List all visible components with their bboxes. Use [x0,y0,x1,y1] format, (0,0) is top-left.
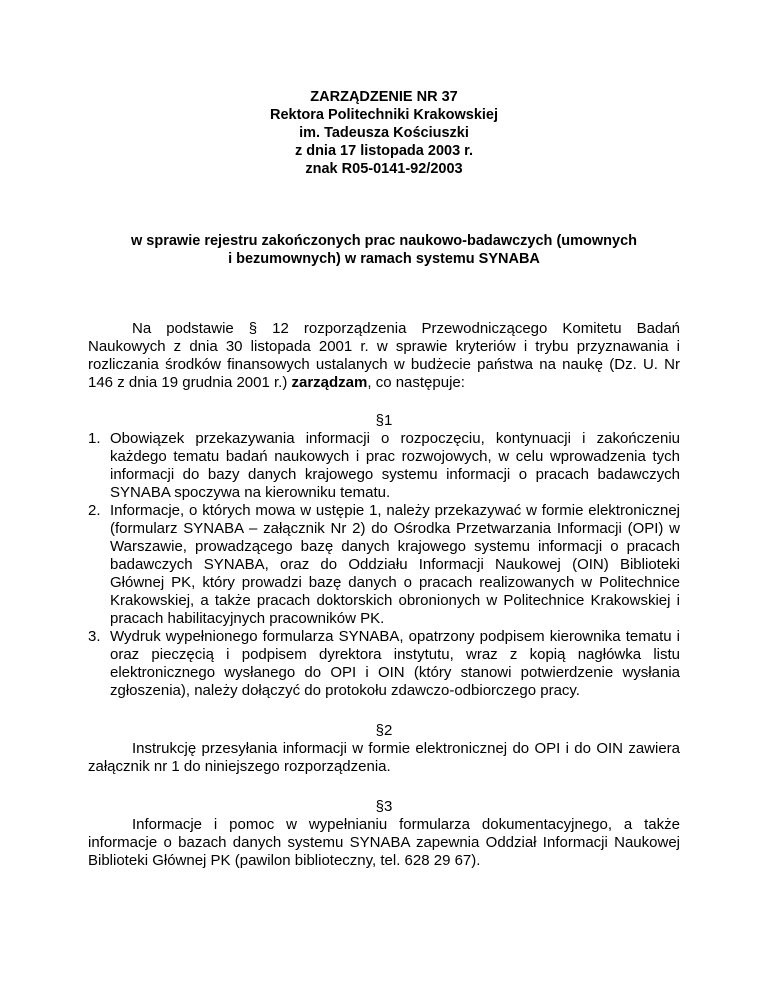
section-1-point-2 [88,502,680,628]
title-line-patron: im. Tadeusza Kościuszki [299,125,469,141]
preamble-text: Na podstawie § 12 rozporządzenia Przewodniczącego Komitetu Badań Naukowych z dnia 30 listopada 2001 r. w sprawie kryteriów i trybu przyznawania i rozliczania środków finansowych ustalanych w budżecie państwa na naukę (Dz. U. Nr 146 z dnia 19 grudnia 2001 r.) [88,320,680,391]
point-number: 2. [88,502,101,519]
document-subject [88,232,680,268]
document-page [88,88,680,870]
title-line-reference: znak R05-0141-92/2003 [305,161,463,177]
section-2-heading: §2 [375,722,393,739]
title-line-date: z dnia 17 listopada 2003 r. [294,143,474,159]
point-text: Wydruk wypełnionego formularza SYNABA, opatrzony podpisem kierownika tematu i oraz pieczęcią i podpisem dyrektora instytutu, wraz z kopią nagłówka listu elektronicznego wysłanego do OPI i OIN (który stanowi potwierdzenie wysłania zgłoszenia), należy dołączyć do protokołu zdawczo-odbiorczego pracy. [110,628,680,699]
subject-line-2: i bezumownych) w ramach systemu SYNABA [228,251,540,267]
point-number: 3. [88,628,101,645]
point-text: Informacje, o których mowa w ustępie 1, należy przekazywać w formie elektronicznej (formularz SYNABA – załącznik Nr 2) do Ośrodka Przetwarzania Informacji (OPI) w Warszawie, prowadzącego bazę danych krajowego systemu informacji o pracach badawczych SYNABA, oraz do Oddziału Informacji Naukowej (OIN) Biblioteki Głównej PK, który prowadzi bazę danych o pracach realizowanych w Politechnice Krakowskiej, a także pracach doktorskich obronionych w Politechnice Krakowskiej i pracach habilitacyjnych pracowników PK. [110,502,680,627]
subject-line-1: w sprawie rejestru zakończonych prac naukowo-badawczych (umownych [130,233,638,249]
section-1-heading: §1 [375,412,393,429]
preamble-bold-word: zarządzam [291,374,368,391]
preamble-paragraph [88,320,680,392]
section-1-point-3 [88,628,680,700]
section-2-paragraph: Instrukcję przesyłania informacji w formie elektronicznej do OPI i do OIN zawiera załącznik nr 1 do niniejszego rozporządzenia. [88,740,680,775]
document-title-block [88,88,680,178]
section-1-point-1 [88,430,680,502]
point-text: Obowiązek przekazywania informacji o rozpoczęciu, kontynuacji i zakończeniu każdego tematu badań naukowych i prac rozwojowych, w celu wprowadzenia tych informacji do bazy danych krajowego systemu informacji o pracach badawczych SYNABA spoczywa na kierowniku tematu. [110,430,680,501]
section-3-paragraph: Informacje i pomoc w wypełnianiu formularza dokumentacyjnego, a także informacje o bazach danych systemu SYNABA zapewnia Oddział Informacji Naukowej Biblioteki Głównej PK (pawilon biblioteczny, tel. 628 29 67). [88,816,680,869]
title-line-order-number: ZARZĄDZENIE NR 37 [310,89,458,105]
section-1-points [88,430,680,700]
point-number: 1. [88,430,101,447]
section-3-heading: §3 [375,798,393,815]
preamble-tail: , co następuje: [367,374,465,391]
title-line-issuer: Rektora Politechniki Krakowskiej [269,107,499,123]
